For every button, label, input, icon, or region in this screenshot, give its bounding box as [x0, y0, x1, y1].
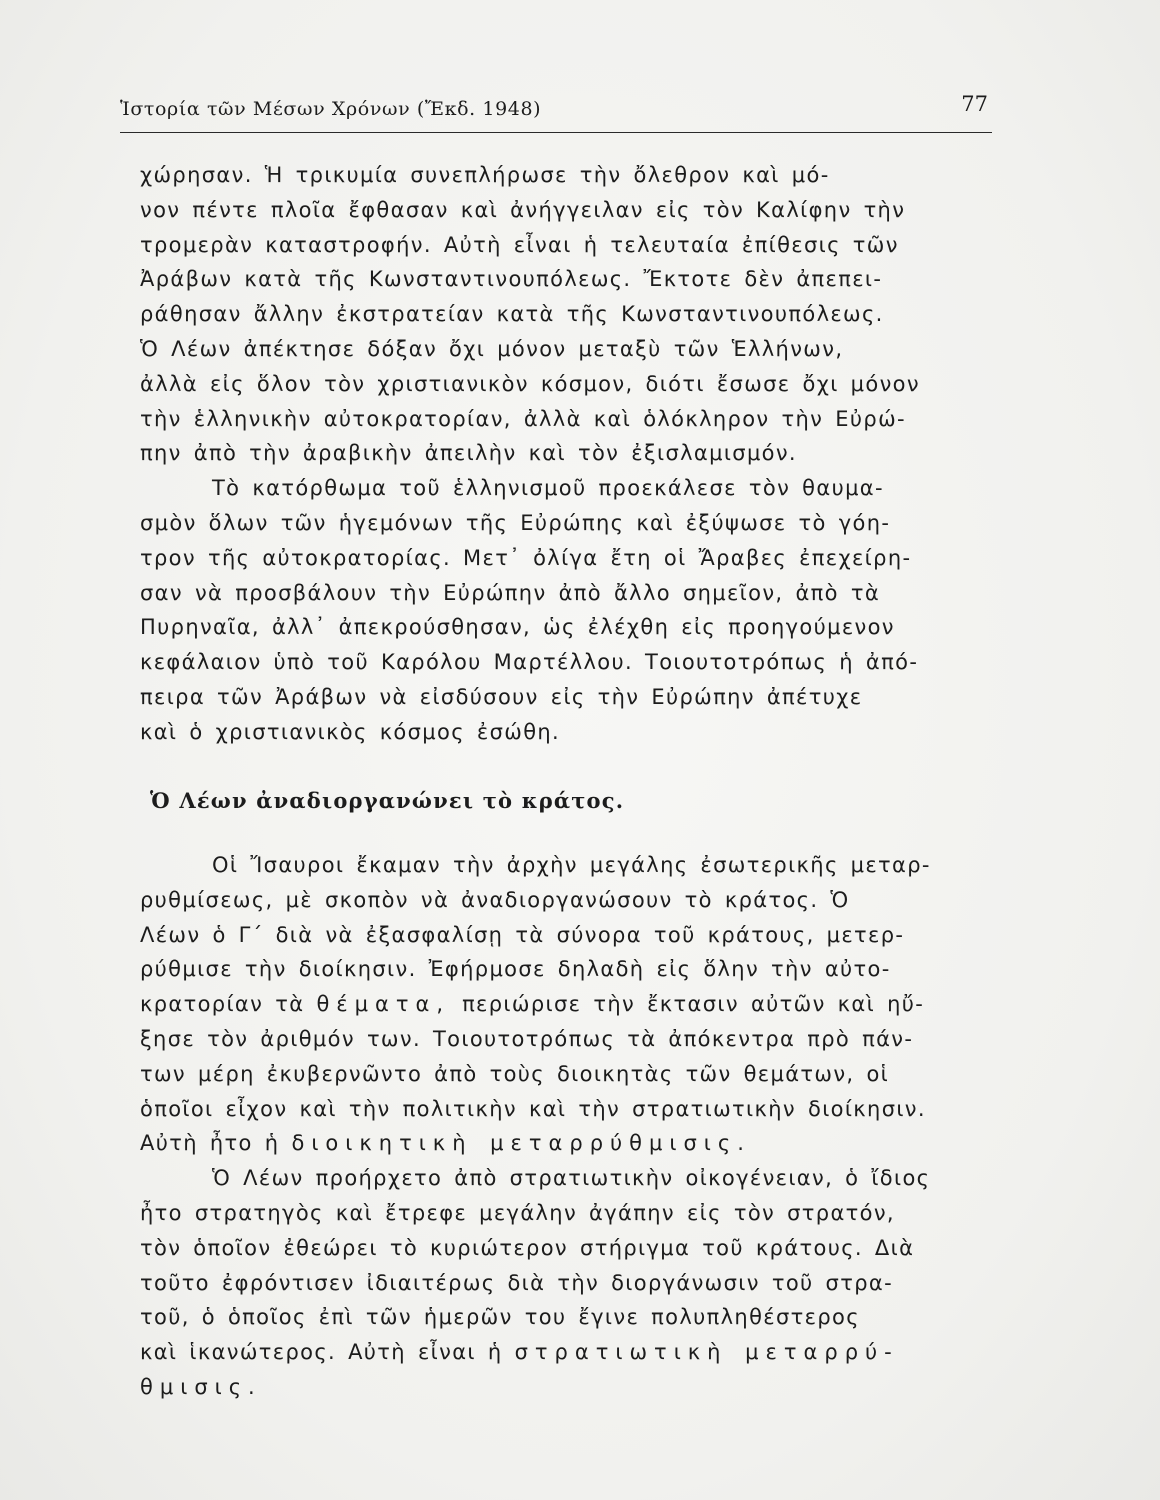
text-line: σαν νὰ προσβάλουν τὴν Εὐρώπην ἀπὸ ἄλλο σημεῖον, ἀπὸ τὰ	[140, 580, 881, 605]
spaced-term: διοικητικὴ μεταρρύθμισις.	[291, 1131, 751, 1156]
text-line: τοῦτο ἐφρόντισεν ἰδιαιτέρως διὰ τὴν διοργάνωσιν τοῦ στρα-	[140, 1270, 893, 1295]
text-line: Ὁ Λέων ἀπέκτησε δόξαν ὄχι μόνον μεταξὺ τῶν Ἑλλήνων,	[140, 336, 844, 361]
body-section-1	[140, 158, 1020, 750]
text-line: κεφάλαιον ὑπὸ τοῦ Καρόλου Μαρτέλλου. Τοιουτοτρόπως ἡ ἀπό-	[140, 650, 919, 675]
text-line: τὴν ἑλληνικὴν αὐτοκρατορίαν, ἀλλὰ καὶ ὁλόκληρον τὴν Εὐρώ-	[140, 406, 906, 431]
text-line: ὁποῖοι εἶχον καὶ τὴν πολιτικὴν καὶ τὴν στρατιωτικὴν διοίκησιν.	[140, 1096, 926, 1121]
running-title: Ἱστορία τῶν Μέσων Χρόνων (Ἔκδ. 1948)	[120, 98, 542, 120]
page-number: 77	[961, 92, 988, 116]
text-line: πειρα τῶν Ἀράβων νὰ εἰσδύσουν εἰς τὴν Εὐρώπην ἀπέτυχε	[140, 684, 863, 709]
body-section-2	[140, 848, 1020, 1405]
text-line: Τὸ κατόρθωμα τοῦ ἑλληνισμοῦ προεκάλεσε τὸν θαυμα-	[212, 476, 884, 501]
text-line: Πυρηναῖα, ἀλλ᾽ ἀπεκρούσθησαν, ὡς ἐλέχθη εἰς προηγούμενον	[140, 615, 895, 640]
text-line: Λέων ὁ Γ΄ διὰ νὰ ἐξασφαλίσῃ τὰ σύνορα τοῦ κράτους, μετερ-	[140, 922, 905, 947]
spaced-term: στρατιωτικὴ μεταρρύ-	[514, 1340, 899, 1365]
text-line: νον πέντε πλοῖα ἔφθασαν καὶ ἀνήγγειλαν εἰς τὸν Καλίφην τὴν	[140, 197, 906, 222]
text-fragment: Αὐτὴ ἦτο ἡ	[140, 1131, 280, 1156]
text-line: ξησε τὸν ἀριθμόν των. Τοιουτοτρόπως τὰ ἀπόκεντρα πρὸ πάν-	[140, 1026, 914, 1051]
text-line: χώρησαν. Ἡ τρικυμία συνεπλήρωσε τὴν ὄλεθρον καὶ μό-	[140, 163, 830, 187]
text-fragment: καὶ ἱκανώτερος. Αὐτὴ εἶναι ἡ	[140, 1340, 503, 1365]
text-line	[140, 1335, 1020, 1370]
text-line: ρυθμίσεως, μὲ σκοπὸν νὰ ἀναδιοργανώσουν τὸ κράτος. Ὁ	[140, 887, 850, 912]
text-line: καὶ ὁ χριστιανικὸς κόσμος ἐσώθη.	[140, 719, 561, 744]
spaced-term: θέματα,	[316, 992, 451, 1017]
text-line: τρομερὰν καταστροφήν. Αὐτὴ εἶναι ἡ τελευταία ἐπίθεσις τῶν	[140, 232, 899, 257]
text-line: πην ἀπὸ τὴν ἀραβικὴν ἀπειλὴν καὶ τὸν ἐξισλαμισμόν.	[140, 441, 797, 466]
text-line: ἀλλὰ εἰς ὅλον τὸν χριστιανικὸν κόσμον, διότι ἔσωσε ὄχι μόνον	[140, 371, 920, 396]
text-line: τὸν ὁποῖον ἐθεώρει τὸ κυριώτερον στήριγμα τοῦ κράτους. Διὰ	[140, 1235, 915, 1260]
text-line: Οἱ Ἴσαυροι ἔκαμαν τὴν ἀρχὴν μεγάλης ἐσωτερικῆς μεταρ-	[212, 853, 931, 877]
text-line: των μέρη ἐκυβερνῶντο ἀπὸ τοὺς διοικητὰς τῶν θεμάτων, οἱ	[140, 1061, 890, 1086]
text-line: Ὁ Λέων προήρχετο ἀπὸ στρατιωτικὴν οἰκογένειαν, ὁ ἴδιος	[212, 1166, 931, 1191]
text-fragment: περιώρισε τὴν ἔκτασιν αὐτῶν καὶ ηὔ-	[462, 992, 925, 1017]
text-line: τοῦ, ὁ ὁποῖος ἐπὶ τῶν ἡμερῶν του ἔγινε πολυπληθέστερος	[140, 1305, 860, 1330]
text-line	[140, 987, 1020, 1022]
section-heading: Ὁ Λέων ἀναδιοργανώνει τὸ κράτος.	[150, 788, 625, 813]
text-line: ράθησαν ἄλλην ἐκστρατείαν κατὰ τῆς Κωνσταντινουπόλεως.	[140, 302, 884, 327]
text-line: ἦτο στρατηγὸς καὶ ἔτρεφε μεγάλην ἀγάπην εἰς τὸν στρατόν,	[140, 1200, 895, 1225]
text-line: ρύθμισε τὴν διοίκησιν. Ἐφήρμοσε δηλαδὴ εἰς ὅλην τὴν αὐτο-	[140, 957, 891, 982]
text-line: τρον τῆς αὐτοκρατορίας. Μετ᾽ ὀλίγα ἔτη οἱ Ἄραβες ἐπεχείρη-	[140, 545, 912, 570]
text-line	[140, 1126, 1020, 1161]
text-fragment: κρατορίαν τὰ	[140, 992, 305, 1017]
text-line: Ἀράβων κατὰ τῆς Κωνσταντινουπόλεως. Ἔκτοτε δὲν ἀπεπει-	[140, 267, 883, 292]
text-line: θμισις.	[140, 1374, 262, 1399]
text-line: σμὸν ὅλων τῶν ἡγεμόνων τῆς Εὐρώπης καὶ ἐξύψωσε τὸ γόη-	[140, 510, 891, 535]
running-header	[120, 92, 992, 133]
